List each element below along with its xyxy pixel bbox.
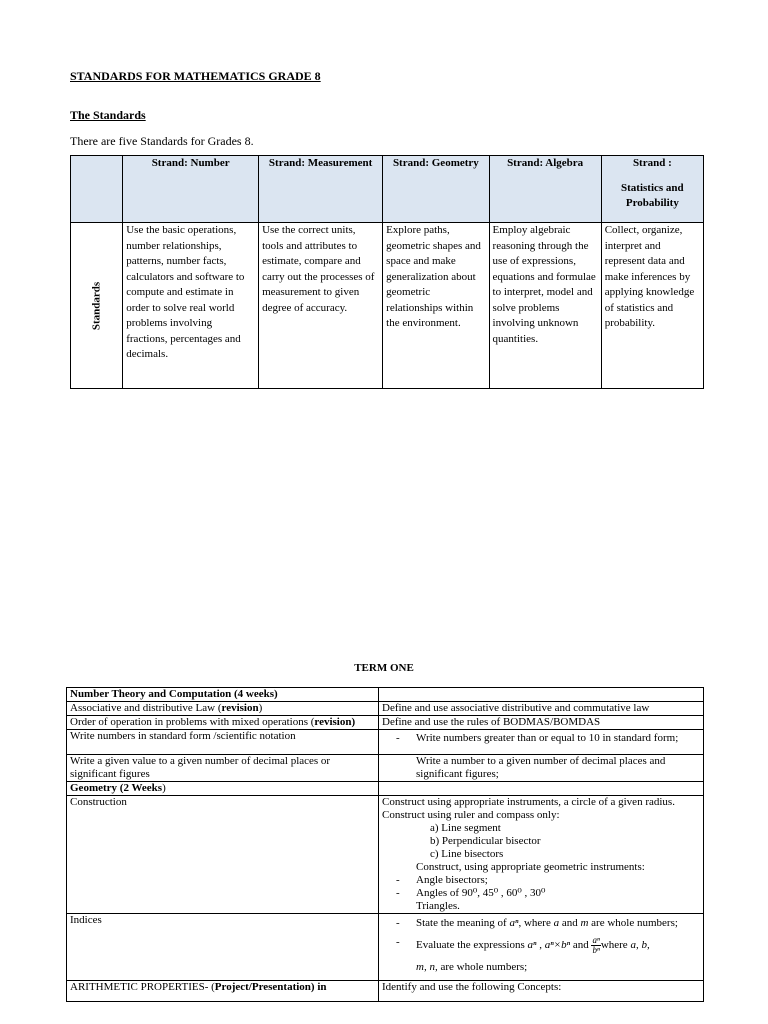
section-number-theory-right xyxy=(379,688,704,702)
math-variable: m xyxy=(580,917,589,929)
table-row xyxy=(67,981,704,1002)
objective-text: Write a number to a given number of decimal places and significant figures; xyxy=(416,755,666,780)
dash-marker: - xyxy=(396,732,400,744)
desc-measurement: Use the correct units, tools and attributes to estimate, compare and carry out the processes of measurement to given degree of accuracy. xyxy=(259,223,383,389)
text-fragment: and xyxy=(570,939,592,952)
table-row xyxy=(67,796,704,914)
math-expression: aⁿ xyxy=(509,917,519,929)
intro-text: There are five Standards for Grades 8. xyxy=(70,134,254,148)
topic-text: ) xyxy=(258,702,263,714)
section-text: 2 Weeks xyxy=(123,782,163,794)
desc-algebra: Employ algebraic reasoning through the use of expressions, equations and formulae to interpret, model and solve problems involving unknown quantities. xyxy=(489,223,601,389)
text-fragment: are whole numbers; xyxy=(437,961,528,973)
objective-decimal-places xyxy=(379,755,704,782)
math-fraction xyxy=(591,936,600,955)
list-item: c) Line bisectors xyxy=(430,848,504,860)
objective-indices xyxy=(379,914,704,981)
section-heading: The Standards xyxy=(70,108,146,122)
header-strand-measurement: Strand: Measurement xyxy=(259,156,383,223)
math-variable: a xyxy=(553,917,560,929)
header-strand-geometry: Strand: Geometry xyxy=(383,156,489,223)
objective-arithmetic-properties: Identify and use the following Concepts: xyxy=(379,981,704,1002)
table-row xyxy=(67,730,704,755)
dash-marker: - xyxy=(396,917,400,929)
standards-header-row xyxy=(71,156,704,223)
document-title: STANDARDS FOR MATHEMATICS GRADE 8 xyxy=(70,69,321,83)
list-item: b) Perpendicular bisector xyxy=(430,835,541,847)
header-strand-algebra: Strand: Algebra xyxy=(489,156,601,223)
standards-body-row xyxy=(71,223,704,389)
topic-order-of-operation xyxy=(67,716,379,730)
table-row xyxy=(67,702,704,716)
text-fragment: , where xyxy=(518,917,554,929)
dash-item xyxy=(382,732,700,745)
objective-text: Construct using ruler and compass only: xyxy=(382,809,560,821)
topic-indices: Indices xyxy=(67,914,379,981)
fraction-denominator: bⁿ xyxy=(592,945,600,955)
objective-text: Construct, using appropriate geometric instruments: xyxy=(416,861,645,873)
objective-bodmas: Define and use the rules of BODMAS/BOMDAS xyxy=(379,716,704,730)
header-strand-number: Strand: Number xyxy=(123,156,259,223)
section-number-theory: Number Theory and Computation (4 weeks) xyxy=(67,688,379,702)
header-strand-statistics xyxy=(601,156,703,223)
table-row xyxy=(67,914,704,981)
dash-text xyxy=(416,936,650,955)
topic-standard-form: Write numbers in standard form /scientific notation xyxy=(67,730,379,755)
topic-construction: Construction xyxy=(67,796,379,914)
objective-text: Construct using appropriate instruments, a circle of a given radius. xyxy=(382,796,675,808)
section-text: Geometry ( xyxy=(70,782,124,794)
row-label-cell xyxy=(71,223,123,389)
dash-marker: - xyxy=(396,936,400,948)
text-fragment: and xyxy=(559,917,581,929)
row-label-standards: Standards xyxy=(89,281,102,330)
math-variables: m, n, xyxy=(416,961,438,973)
header-strand-statistics-label: Strand : xyxy=(632,157,672,169)
text-fragment: are whole numbers; xyxy=(588,917,678,929)
section-text: ) xyxy=(162,782,166,794)
objective-associative-law: Define and use associative distributive and commutative law xyxy=(379,702,704,716)
dash-marker: - xyxy=(396,874,400,886)
dash-text: Angles of 90⁰, 45⁰ , 60⁰ , 30⁰ xyxy=(416,887,546,899)
topic-decimal-places: Write a given value to a given number of decimal places or significant figures xyxy=(67,755,379,782)
section-geometry-right xyxy=(379,782,704,796)
desc-number: Use the basic operations, number relationships, patterns, number facts, calculators and software to compute and estimate in order to solve real world problems involving fractions, percentages and decimals. xyxy=(123,223,259,389)
header-strand-statistics-name: Statistics and Probability xyxy=(621,181,684,209)
dash-item xyxy=(382,917,700,930)
desc-statistics: Collect, organize, interpret and represent data and make inferences by applying knowledge of statistics and probability. xyxy=(601,223,703,389)
text-fragment: Evaluate the expressions xyxy=(416,939,528,952)
topic-project: Project/Presentation) in xyxy=(214,981,327,993)
dash-item xyxy=(382,936,700,955)
desc-geometry: Explore paths, geometric shapes and space and make generalization about geometric relationships within the environment. xyxy=(383,223,489,389)
section-row-number-theory xyxy=(67,688,704,702)
topic-associative-law xyxy=(67,702,379,716)
topic-text: ARITHMETIC PROPERTIES- ( xyxy=(70,981,215,993)
dash-text: Write numbers greater than or equal to 10 in standard form; xyxy=(416,732,679,744)
text-fragment: where xyxy=(600,939,631,952)
objective-construction xyxy=(379,796,704,914)
text-fragment: , xyxy=(536,939,545,952)
objective-standard-form xyxy=(379,730,704,755)
topic-revision: revision xyxy=(221,702,259,714)
section-row-geometry xyxy=(67,782,704,796)
standards-table xyxy=(70,155,704,389)
dash-item xyxy=(382,887,700,900)
list-item: a) Line segment xyxy=(430,822,501,834)
term-one-table xyxy=(66,687,704,1002)
section-geometry xyxy=(67,782,379,796)
topic-text: Order of operation in problems with mixed operations ( xyxy=(70,716,315,728)
math-variables: a, b, xyxy=(630,939,650,952)
text-fragment: State the meaning of xyxy=(416,917,510,929)
header-blank-cell xyxy=(71,156,123,223)
dash-marker: - xyxy=(396,887,400,899)
fraction-numerator: aⁿ xyxy=(592,935,600,945)
topic-arithmetic-properties xyxy=(67,981,379,1002)
table-row xyxy=(67,716,704,730)
math-expression: aⁿ×bⁿ xyxy=(544,939,571,952)
term-heading: TERM ONE xyxy=(354,662,414,674)
math-expression: aⁿ xyxy=(527,939,537,952)
objective-text xyxy=(382,961,700,974)
dash-item xyxy=(382,874,700,887)
dash-text xyxy=(416,917,678,930)
topic-text: Associative and distributive Law ( xyxy=(70,702,222,714)
topic-revision: revision) xyxy=(314,716,356,728)
dash-text: Angle bisectors; xyxy=(416,874,488,886)
table-row xyxy=(67,755,704,782)
objective-text: Triangles. xyxy=(416,900,460,912)
construction-list xyxy=(382,822,700,861)
